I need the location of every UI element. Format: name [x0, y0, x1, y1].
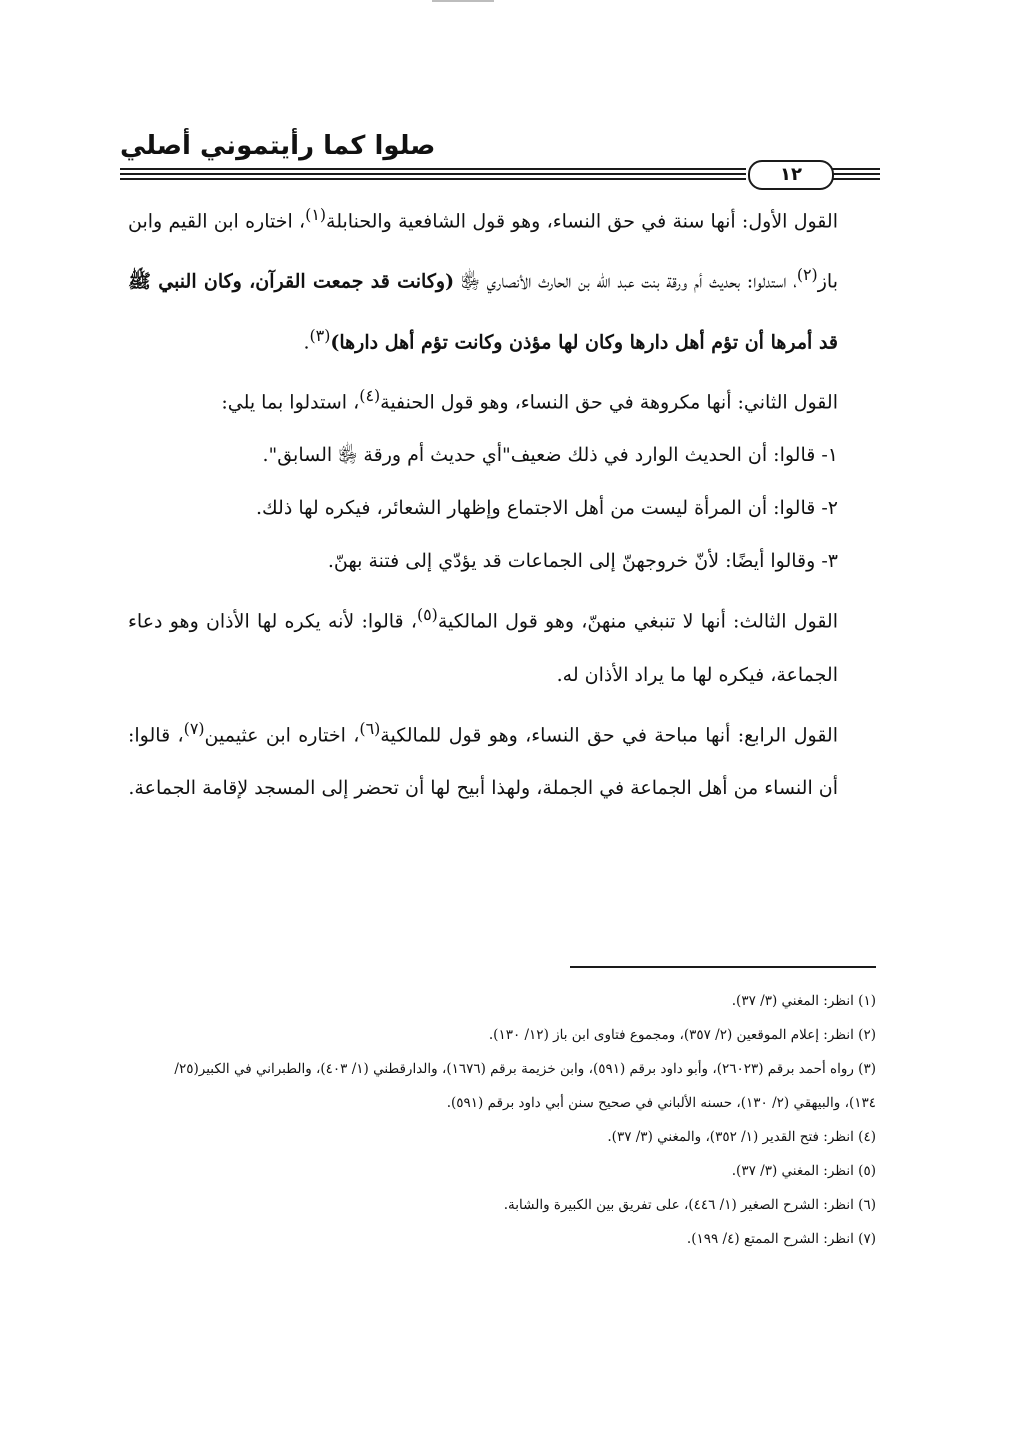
- paragraph-text: ، قالوا: لأنه يكره لها الأذان وهو دعاء الجماعة، فيكره لها ما يراد الأذان له.: [128, 610, 838, 686]
- paragraph-first-opinion: [128, 188, 838, 369]
- book-title: صلوا كما رأيتموني أصلي: [120, 131, 436, 161]
- paragraph-text: ، قالوا: أن النساء من أهل الجماعة في الجملة، ولهذا أبيح لها أن تحضر إلى المسجد لإقامة الجماعة.: [128, 723, 838, 799]
- header-rule: [832, 178, 880, 180]
- header-rule: [832, 173, 880, 175]
- footnote: (١) انظر: المغني (٣/ ٣٧).: [731, 993, 876, 1009]
- footnote-ref: (١): [305, 205, 327, 224]
- list-item: ٣- وقالوا أيضًا: لأنّ خروجهنّ إلى الجماعات قد يؤدّي إلى فتنة بهنّ.: [327, 550, 838, 573]
- footnote-ref: (٥): [416, 605, 438, 625]
- header-rule: [120, 168, 746, 170]
- footnote: (٣) رواه أحمد برقم (٢٦٠٢٣)، وأبو داود برقم (٥٩١)، وابن خزيمة برقم (١٦٧٦)، والدارقطني (١/ ٤٠٣)، والطبراني في الكبير(٢٥/ ١٣٤)، والبيهقي (٢/ ١٣٠)، حسنه الألباني في صحيح سنن أبي داود برقم (٥٩١).: [174, 1061, 876, 1111]
- page-header: [120, 128, 880, 188]
- paragraph-text: .: [303, 330, 310, 353]
- footnote-ref: (٤): [359, 385, 381, 405]
- paragraph-text: ، اختاره: [245, 210, 306, 233]
- paragraph-text: ابن القيم وابن باز: [128, 210, 838, 293]
- paragraph-text: ، اختاره ابن عثيمين: [204, 723, 360, 746]
- footnote: (٤) انظر: فتح القدير (١/ ٣٥٢)، والمغني (٣/ ٣٧).: [607, 1129, 876, 1145]
- footnote-ref: (٦): [359, 718, 381, 738]
- top-scan-mark: [432, 0, 494, 2]
- footnote: (٦) انظر: الشرح الصغير (١/ ٤٤٦)، على تفريق بين الكبيرة والشابة.: [503, 1197, 876, 1213]
- paragraph-text: القول الثاني: أنها مكروهة في حق النساء، وهو قول الحنفية: [380, 391, 838, 414]
- header-rule: [120, 173, 746, 175]
- header-rule: [120, 178, 746, 180]
- paragraph-second-opinion: [128, 369, 838, 429]
- page-number: ١٢: [748, 160, 834, 190]
- footnote: (٧) انظر: الشرح الممتع (٤/ ١٩٩).: [686, 1231, 876, 1247]
- footnote: (٥) انظر: المغني (٣/ ٣٧).: [731, 1163, 876, 1179]
- footnote-ref: (٢): [796, 265, 818, 285]
- list-item: ١- قالوا: أن الحديث الوارد في ذلك ضعيف"أي حديث أم ورقة ﵂ السابق".: [262, 444, 838, 467]
- main-text: [128, 188, 838, 815]
- footnotes: [148, 984, 876, 1256]
- footnote-ref: (٧): [183, 718, 205, 738]
- paragraph-text: ، استدلوا: بحديث أم ورقة بنت عبد الله بن الحارث الأنصاري ﵂: [454, 270, 797, 293]
- footnote-separator: [570, 966, 876, 968]
- hadith-quote: (وكانت قد جمعت القرآن، وكان النبي ﷺ قد أمرها أن تؤم أهل دارها وكان لها مؤذن وكانت تؤم أهل دارها): [128, 270, 838, 353]
- paragraph-text: القول الرابع: أنها مباحة في حق النساء، وهو قول للمالكية: [380, 723, 838, 746]
- paragraph-text: القول الأول: أنها سنة في حق النساء، وهو قول الشافعية والحنابلة: [326, 210, 838, 233]
- paragraph-text: ، استدلوا بما يلي:: [221, 391, 360, 414]
- footnote: (٢) انظر: إعلام الموقعين (٢/ ٣٥٧)، ومجموع فتاوى ابن باز (١٢/ ١٣٠).: [488, 1027, 876, 1043]
- paragraph-fourth-opinion: [128, 702, 838, 815]
- header-rule: [832, 168, 880, 170]
- paragraph-third-opinion: [128, 588, 838, 701]
- list-item: ٢- قالوا: أن المرأة ليست من أهل الاجتماع وإظهار الشعائر، فيكره لها ذلك.: [256, 497, 838, 520]
- paragraph-text: القول الثالث: أنها لا تنبغي منهنّ، وهو قول المالكية: [437, 610, 838, 633]
- footnote-ref: (٣): [309, 325, 331, 345]
